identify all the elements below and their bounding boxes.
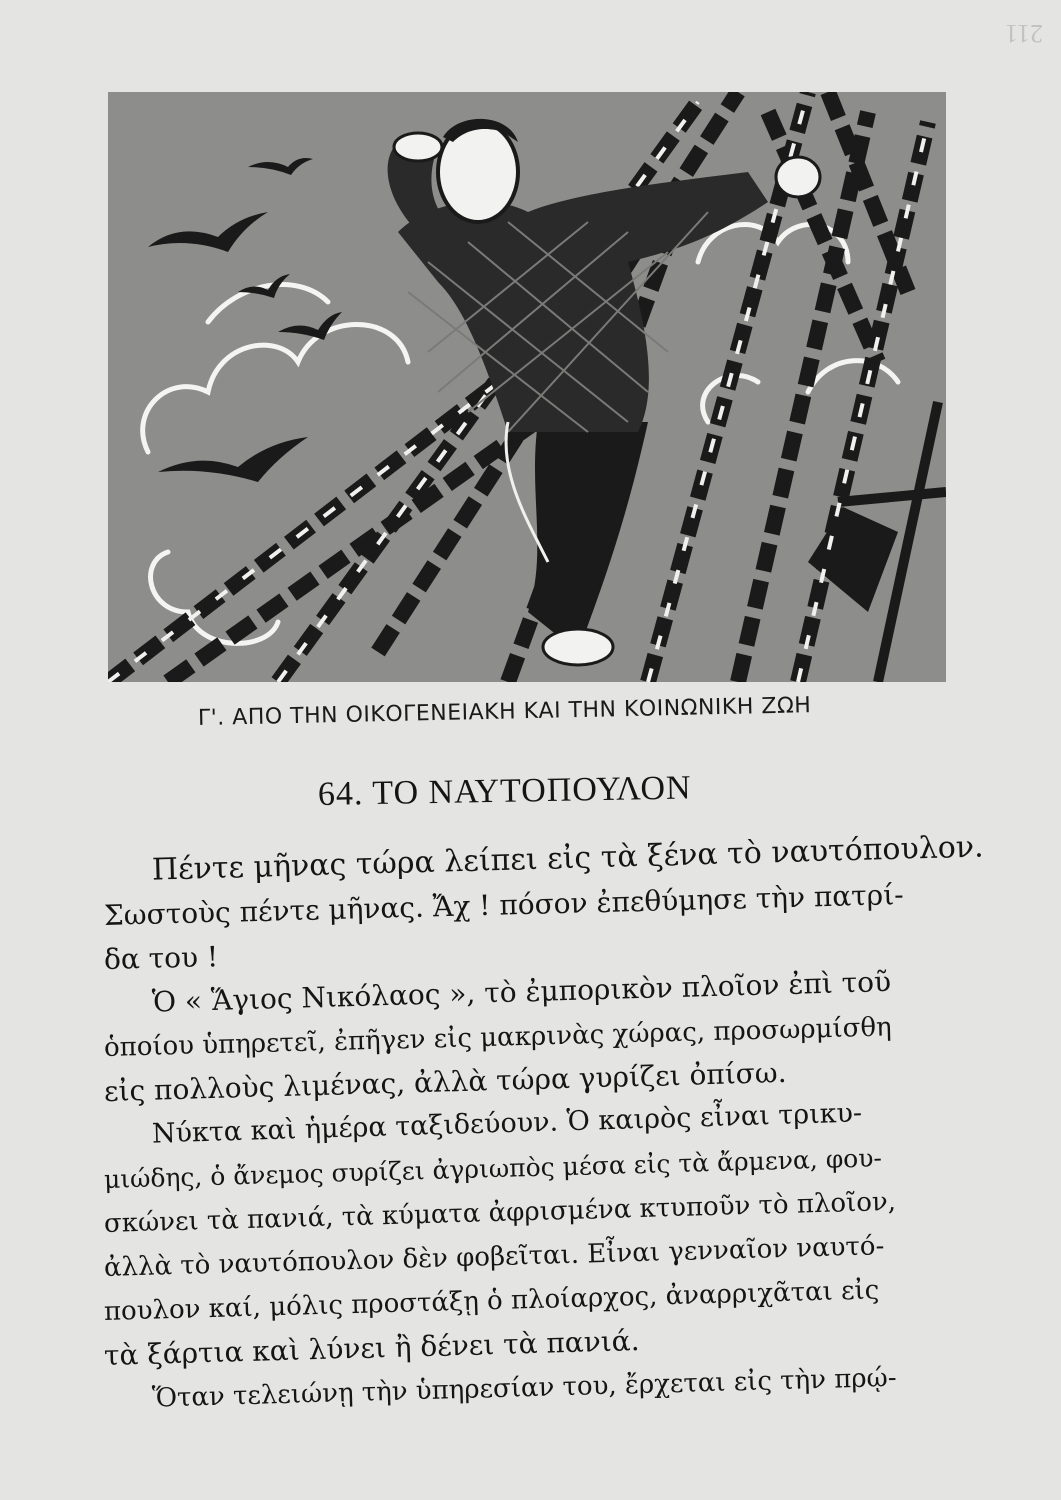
text-line: Νύκτα καὶ ἡμέρα ταξιδεύουν. Ὁ καιρὸς εἶναι τρικυ- (151, 1097, 863, 1150)
page-number: 211 (1004, 19, 1043, 48)
body-text (103, 829, 985, 1422)
sailor-on-rigging-illustration (108, 92, 946, 682)
text-line: Ὅταν τελειώνῃ τὴν ὑπηρεσίαν του, ἔρχεται εἰς τὴν πρῴ- (151, 1362, 897, 1414)
text-line: τὰ ξάρτια καὶ λύνει ἢ δένει τὰ πανιά. (103, 1324, 640, 1372)
text-line: πουλον καί, μόλις προστάξῃ ὁ πλοίαρχος, ἀναρριχᾶται εἰς (103, 1275, 880, 1327)
text-line: ὁποίου ὑπηρετεῖ, ἐπῆγεν εἰς μακρινὰς χώρας, προσωρμίσθη (103, 1012, 893, 1063)
text-line: δα του ! (103, 940, 219, 976)
text-line: εἰς πολλοὺς λιμένας, ἀλλὰ τώρα γυρίζει ὀπίσω. (103, 1055, 787, 1108)
section-heading: Γ'. ΑΠΟ ΤΗΝ ΟΙΚΟΓΕΝΕΙΑΚΗ ΚΑΙ ΤΗΝ ΚΟΙΝΩΝΙΚΗ ΖΩΗ (197, 693, 812, 731)
text-line: Σωστοὺς πέντε μῆνας. Ἄχ ! πόσον ἐπεθύμησε τὴν πατρί- (103, 878, 904, 932)
text-line: ἀλλὰ τὸ ναυτόπουλον δὲν φοβεῖται. Εἶναι γενναῖον ναυτό- (103, 1231, 885, 1283)
chapter-title: 64. ΤΟ ΝΑΥΤΟΠΟΥΛΟΝ (317, 769, 692, 813)
text-line: Πέντε μῆνας τώρα λείπει εἰς τὰ ξένα τὸ ναυτόπουλον. (151, 829, 985, 888)
text-line: μιώδης, ὁ ἄνεμος συρίζει ἀγριωπὸς μέσα εἰς τὰ ἄρμενα, φου- (103, 1143, 883, 1194)
text-line: Ὁ « Ἅγιος Νικόλαος », τὸ ἐμπορικὸν πλοῖον ἐπὶ τοῦ (151, 965, 892, 1019)
text-line: σκώνει τὰ πανιά, τὰ κύματα ἀφρισμένα κτυποῦν τὸ πλοῖον, (103, 1186, 897, 1239)
